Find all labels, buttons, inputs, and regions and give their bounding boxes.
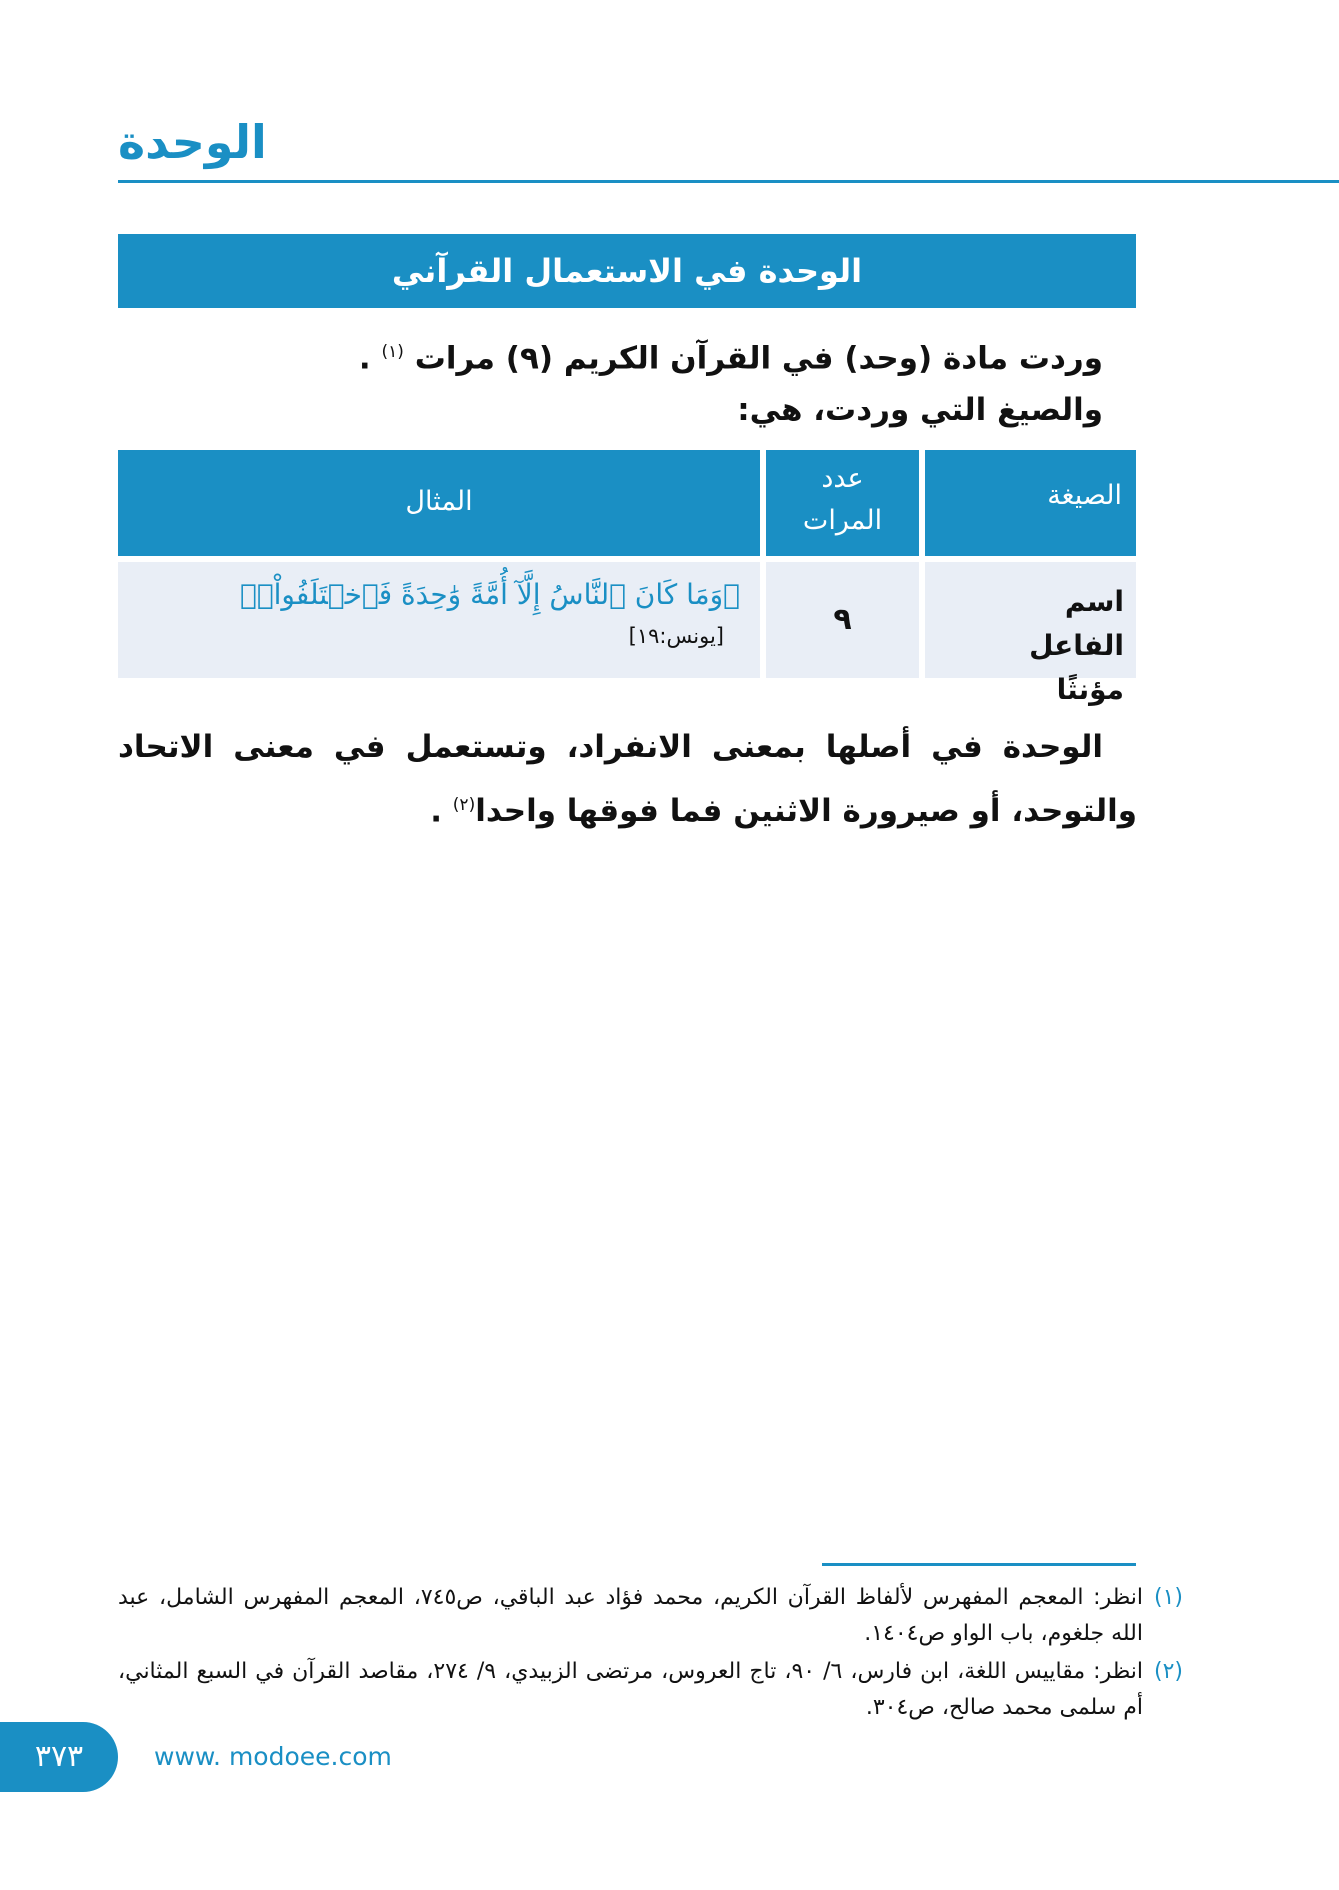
footnote-ref-2[interactable]: (٢)	[452, 795, 476, 815]
forms-table	[118, 450, 1136, 706]
footnote-2	[118, 1654, 1183, 1726]
intro-line-1-text: وردت مادة (وحد) في القرآن الكريم (٩) مرات	[414, 340, 1103, 377]
page-number: ٣٧٣	[0, 1722, 118, 1792]
footnote-1-number: (١)	[1153, 1585, 1183, 1610]
table-header-count: عدد المرات	[766, 450, 919, 556]
table-header-example: المثال	[118, 450, 760, 556]
quran-verse: ﴿وَمَا كَانَ ٱلنَّاسُ إِلَّآ أُمَّةً وَٰحِدَةً فَٱخۡتَلَفُواْۚ﴾	[240, 578, 740, 611]
footnote-2-text: انظر: مقاييس اللغة، ابن فارس، ٦/ ٩٠، تاج العروس، مرتضى الزبيدي، ٩/ ٢٧٤، مقاصد القرآن في السبع المثاني، أم سلمى محمد صالح، ص٣٠٤.	[118, 1659, 1144, 1720]
section-title-banner: الوحدة في الاستعمال القرآني	[118, 234, 1136, 308]
definition-end: .	[430, 793, 442, 830]
running-header-title: الوحدة	[118, 115, 267, 169]
footnote-ref-1[interactable]: (١)	[381, 342, 404, 362]
footnote-2-number: (٢)	[1153, 1659, 1183, 1684]
table-row-example	[118, 562, 760, 678]
footnote-1-text: انظر: المعجم المفهرس لألفاظ القرآن الكريم، محمد فؤاد عبد الباقي، ص٧٤٥، المعجم المفهرس الشامل، عبد الله جلغوم، باب الواو ص١٤٠٤.	[118, 1585, 1143, 1646]
verse-reference: [يونس:١٩]	[628, 624, 724, 648]
definition-paragraph	[118, 718, 1137, 840]
intro-line-1	[359, 330, 1103, 380]
intro-line-1-end: .	[358, 340, 371, 377]
site-link[interactable]: www. modoee.com	[154, 1742, 392, 1771]
header-divider	[118, 180, 1339, 183]
footnote-divider	[822, 1563, 1136, 1566]
table-row-count: ٩	[766, 562, 919, 678]
table-header-form: الصيغة	[925, 450, 1136, 556]
table-row-form: اسم الفاعل مؤنثًا	[925, 562, 1136, 678]
definition-text: الوحدة في أصلها بمعنى الانفراد، وتستعمل في معنى الاتحاد والتوحد، أو صيرورة الاثنين فما فوقها واحدا	[118, 729, 1137, 830]
intro-line-2: والصيغ التي وردت، هي:	[737, 392, 1103, 428]
footnote-1	[118, 1580, 1183, 1652]
